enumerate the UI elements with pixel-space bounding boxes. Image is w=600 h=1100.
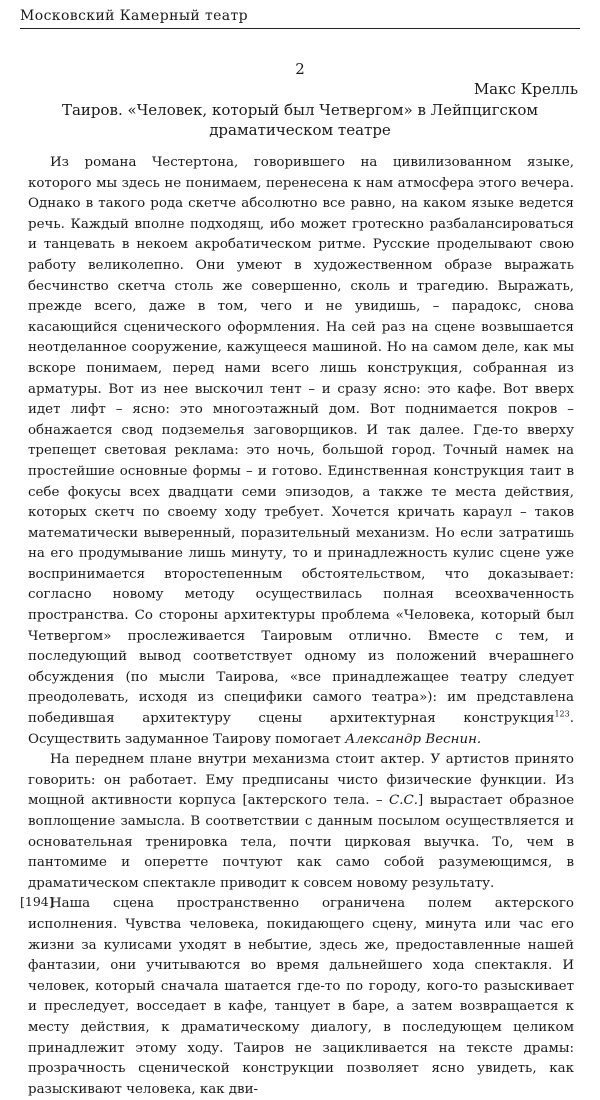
- paragraph-2-text-a: На переднем плане внутри механизма стоит актер. У артистов принято говорить: он работает. Ему предписаны чисто физические функции. Из мощной активности корпуса [актерского тела. –: [28, 752, 574, 809]
- article-title-line-1: Таиров. «Человек, который был Четвергом» в Лейпцигском: [61, 101, 539, 119]
- paragraph-1-tail: . Осуществить задуманное Таирову помогает: [28, 711, 574, 747]
- section-number: 2: [295, 60, 305, 78]
- article-author: Макс Крелль: [473, 80, 578, 98]
- article-body: [28, 153, 574, 1100]
- page-number: [194]: [20, 894, 54, 909]
- article-title-line-2: драматическом театре: [209, 121, 391, 139]
- paragraph-1-text: Из романа Честертона, говорившего на цивилизованном языке, которого мы здесь не понимаем, перенесена к нам атмосфера этого вечера. Однако в такого рода скетче абсолютно все равно, на каком языке ведется речь. Каждый вполне подходящ, ибо может гротескно разбалансироваться и танцевать в некоем акробатическом ритме. Русские проделывают свою работу великолепно. Они умеют в художественном образе выражать бесчинство скетча столь же совершенно, сколь и трагедию. Выражать, прежде всего, даже в том, чего и не увидишь, – парадокс, снова касающийся сценического оформления. На сей раз на сцене возвышается неотделанное сооружение, кажущееся машиной. Но на самом деле, как мы вскоре понимаем, перед нами всего лишь конструкция, собранная из арматуры. Вот из нее выскочил тент – и сразу ясно: это кафе. Вот вверх идет лифт – ясно: это многоэтажный дом. Вот поднимается покров – обнажается свод подземелья заговорщиков. И так далее. Где-то вверху трепещет световая реклама: это ночь, большой город. Точный намек на простейшие основные формы – и готово. Единственная конструкция таит в себе фокусы всех двадцати семи эпизодов, а также те места действия, которых скетч по своему ходу требует. Хочется кричать караул – таков математически выверенный, поразительный механизм. Но если затратишь на его продумывание лишь минуту, то и принадлежность кулис сцене уже воспринимается второстепенным обстоятельством, что доказывает: согласно новому методу осуществилась полная всеохваченность пространства. Со стороны архитектуры проблема «Человека, который был Четвергом» прослеживается Таировым отлично. Вместе с тем, и последующий вывод соответствует одному из положений вчерашнего обсуждения (по мысли Таирова, «все принадлежащее театру следует преодолевать, исходя из специфики самого театра»): им представлена победившая архитектуру сцены архитектурная конструкция: [28, 155, 574, 727]
- article-title: [40, 100, 560, 140]
- paragraph-3: Наша сцена пространственно ограничена полем актерского исполнения. Чувства человека, покидающего сцену, минута или час его жизни за кулисами уходят в небытие, здесь же, предоставленные нашей фантазии, они учитываются во время дальнейшего хода спектакля. И человек, который сначала шатается где-то по городу, кого-то разыскивает и преследует, восседает в кафе, танцует в баре, а затем возвращается к месту действия, к драматическому диалогу, в последующем целиком принадлежит этому ходу. Таиров не зацикливается на тексте драмы: прозрачность сценической конструкции позволяет ясно увидеть, как разыскивают человека, как дви-: [28, 896, 574, 1097]
- footnote-marker: 123: [554, 709, 570, 719]
- designer-name: Александр Веснин.: [345, 731, 482, 747]
- running-header: Московский Камерный театр: [20, 8, 580, 29]
- paragraph-2-text-b: ] вырастает образное воплощение замысла. В соответствии с данным посылом осуществляется и основательная тренировка тела, почти цирковая выучка. То, чем в пантомиме и оперетте почтуют как само собой разумеющимся, в драматическом спектакле приводит к совсем новому результату.: [28, 793, 575, 891]
- paragraph-2: [28, 750, 574, 894]
- editor-initials: С.С.: [389, 793, 419, 809]
- paragraph-1: [28, 153, 574, 750]
